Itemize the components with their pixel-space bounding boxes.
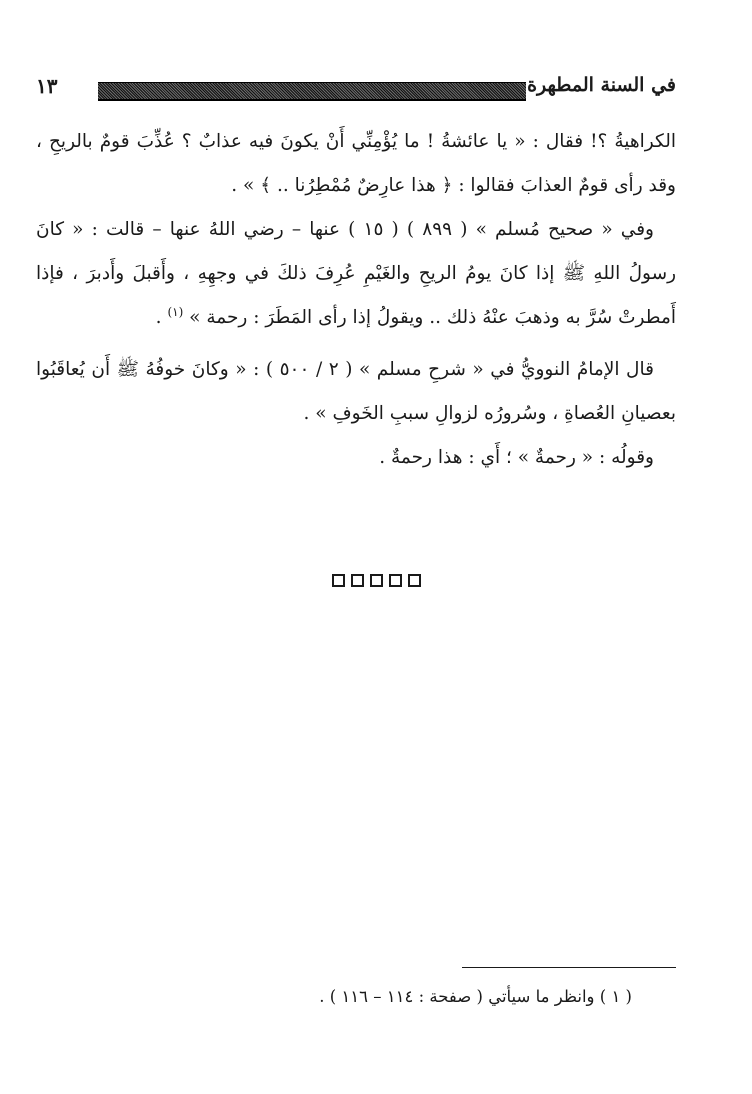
footnote: ( ١ ) وانظر ما سيأتي ( صفحة : ١١٤ – ١١٦ ) . (319, 987, 632, 1006)
separator-square (389, 574, 402, 587)
paragraph-3: قال الإمامُ النوويُّ في « شرحِ مسلم » ( ٢ / ٥٠٠ ) : « وكانَ خوفُهُ ﷺ أَن يُعاقَبُوا بعصيانِ العُصاةِ ، وسُرورُه لزوالِ سببِ الخَوفِ » . (36, 359, 676, 424)
running-title: في السنة المطهرة (527, 74, 676, 96)
separator-square (408, 574, 421, 587)
header-decorative-rule (98, 82, 526, 101)
page-number: ١٣ (36, 74, 58, 98)
footnote-divider (462, 967, 676, 968)
separator-square (370, 574, 383, 587)
paragraph-1: الكراهيةُ ؟! فقال : « يا عائشةُ ! ما يُؤْمِنِّي أَنْ يكونَ فيه عذابٌ ؟ عُذِّبَ قومٌ بالريحِ ، وقد رأى قومٌ العذابَ فقالوا : ﴿ هذا عارِضٌ مُمْطِرُنا .. ﴾ » . (36, 131, 676, 196)
paragraph-2-end: . (155, 307, 168, 328)
separator-square (351, 574, 364, 587)
section-separator (0, 570, 752, 589)
body-text (36, 120, 676, 480)
separator-square (332, 574, 345, 587)
paragraph-2 (36, 208, 676, 340)
page-header (36, 72, 676, 110)
paragraph-4: وقولُه : « رحمةٌ » ؛ أَي : هذا رحمةٌ . (379, 447, 654, 468)
footnote-reference: (١) (167, 304, 184, 319)
paragraph-2-text: وفي « صحيح مُسلم » ( ٨٩٩ ) ( ١٥ ) عنها – رضي اللهُ عنها – قالت : « كانَ رسولُ اللهِ ﷺ إذا كانَ يومُ الريحِ والغَيْمِ عُرِفَ ذلكَ في وجهِهِ ، وأَقبلَ وأَدبرَ ، فإذا أَمطرتْ سُرَّ به وذهبَ عنْهُ ذلك .. ويقولُ إذا رأى المَطَرَ : رحمة » (36, 219, 676, 328)
